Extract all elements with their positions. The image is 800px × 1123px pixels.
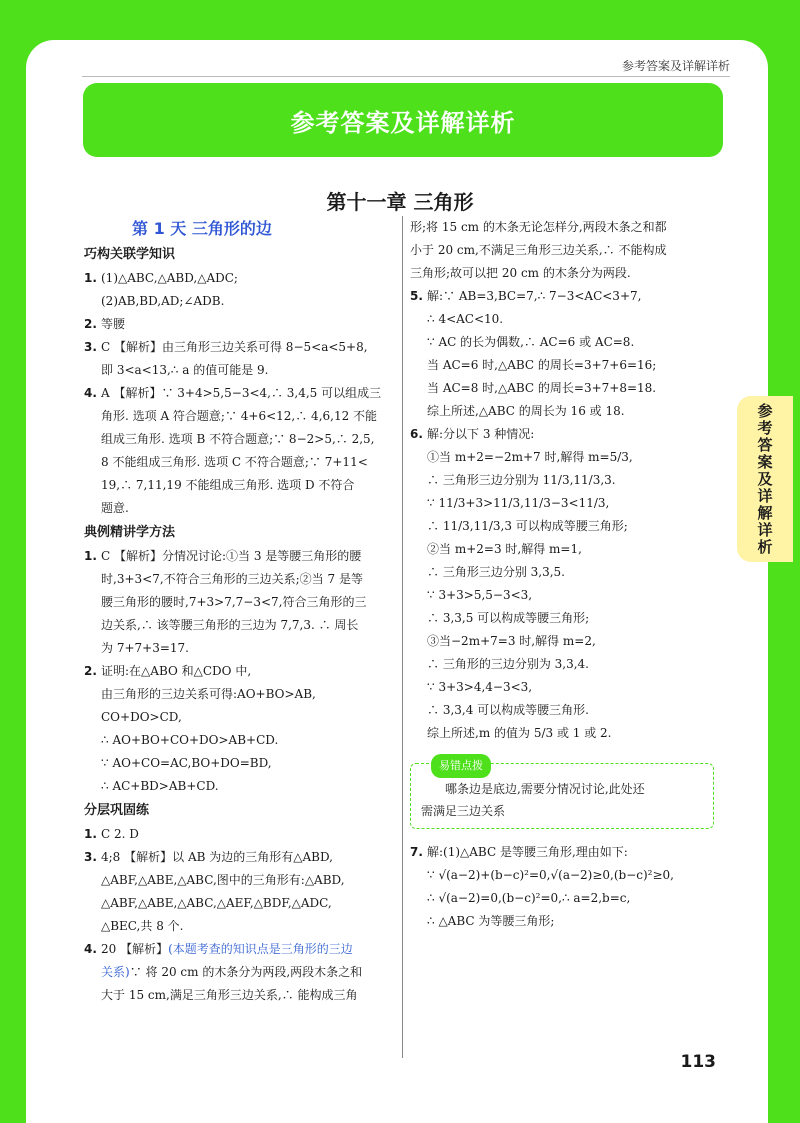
- answer-text: ∵ 将 20 cm 的木条分为两段,两段木条之和: [129, 965, 363, 979]
- answer-line: ∴ 4<AC<10.: [427, 312, 504, 326]
- answer-line: ∵ 3+3>4,4−3<3,: [427, 680, 533, 694]
- item-number: 6.: [410, 427, 423, 441]
- answer-line: ∴ 3,3,4 可以构成等腰三角形.: [427, 703, 589, 717]
- answer-line: 当 AC=6 时,△ABC 的周长=3+7+6=16;: [427, 358, 657, 372]
- section-2-items: [84, 545, 396, 798]
- answer-line: 为 7+7+3=17.: [101, 641, 189, 655]
- answer-line: ①当 m+2=−2m+7 时,解得 m=5/3,: [427, 450, 633, 464]
- answer-line: 组成三角形. 选项 B 不符合题意;∵ 8−2>5,∴ 2,5,: [101, 432, 375, 446]
- answer-line: 4;8 【解析】以 AB 为边的三角形有△ABD,: [101, 850, 333, 864]
- day-title: 第 1 天 三角形的边: [132, 219, 272, 238]
- answer-line: ∵ √(a−2)+(b−c)²=0,√(a−2)≥0,(b−c)²≥0,: [427, 868, 674, 882]
- answer-line: (2)AB,BD,AD;∠ADB.: [101, 294, 225, 308]
- answer-line: ∴ √(a−2)=0,(b−c)²=0,∴ a=2,b=c,: [427, 891, 631, 905]
- answer-line: △BEC,共 8 个.: [101, 919, 184, 933]
- item-number: 3.: [84, 850, 97, 864]
- answer-item: [84, 823, 396, 846]
- answer-line: 由三角形的三边关系可得:AO+BO>AB,: [101, 687, 316, 701]
- item-number: 1.: [84, 827, 97, 841]
- answer-line: ∵ AC 的长为偶数,∴ AC=6 或 AC=8.: [427, 335, 635, 349]
- analysis-highlight: 关系): [101, 965, 130, 979]
- answer-line: 8 不能组成三角形. 选项 C 不符合题意;∵ 7+11<: [101, 455, 368, 469]
- answer-line: 综上所述,m 的值为 5/3 或 1 或 2.: [427, 726, 612, 740]
- answer-line: 角形. 选项 A 符合题意;∵ 4+6<12,∴ 4,6,12 不能: [101, 409, 378, 423]
- tip-box: [410, 759, 714, 829]
- answer-line: 三角形;故可以把 20 cm 的木条分为两段.: [410, 266, 631, 280]
- answer-line: 综上所述,△ABC 的周长为 16 或 18.: [427, 404, 625, 418]
- answer-line: ∴ 三角形三边分别为 11/3,11/3,3.: [427, 473, 616, 487]
- answer-line: 题意.: [101, 501, 129, 515]
- answer-line: 腰三角形的腰时,7+3>7,7−3<7,符合三角形的三: [101, 595, 367, 609]
- answer-line: ∴ 3,3,5 可以构成等腰三角形;: [427, 611, 590, 625]
- analysis-highlight: (本题考查的知识点是三角形的三边: [168, 942, 353, 956]
- item-number: 7.: [410, 845, 423, 859]
- answer-line: ②当 m+2=3 时,解得 m=1,: [427, 542, 582, 556]
- header-rule: [82, 76, 730, 77]
- answer-line: ∴ 11/3,11/3,3 可以构成等腰三角形;: [427, 519, 628, 533]
- answer-line: A 【解析】∵ 3+4>5,5−3<4,∴ 3,4,5 可以组成三: [101, 386, 382, 400]
- answer-line: 当 AC=8 时,△ABC 的周长=3+7+8=18.: [427, 381, 657, 395]
- title-banner: [83, 83, 723, 157]
- answer-line: ∵ 11/3+3>11/3,11/3−3<11/3,: [427, 496, 610, 510]
- answer-line: 形;将 15 cm 的木条无论怎样分,两段木条之和都: [410, 220, 667, 234]
- item-number: 4.: [84, 386, 97, 400]
- answer-line: ∴ △ABC 为等腰三角形;: [427, 914, 555, 928]
- item-number: 1.: [84, 549, 97, 563]
- tip-line: 需满足三边关系: [421, 804, 506, 818]
- answer-line: 时,3+3<7,不符合三角形的三边关系;②当 7 是等: [101, 572, 363, 586]
- section-1-items: [84, 267, 396, 520]
- answer-line: 大于 15 cm,满足三角形三边关系,∴ 能构成三角: [101, 988, 358, 1002]
- continued-text: [410, 216, 726, 285]
- answer-line: 证明:在△ABO 和△CDO 中,: [101, 664, 252, 678]
- item-number: 2.: [84, 664, 97, 678]
- answer-line: 解:∵ AB=3,BC=7,∴ 7−3<AC<3+7,: [427, 289, 642, 303]
- left-column: [84, 216, 396, 1007]
- answer-line: ∴ AC+BD>AB+CD.: [101, 779, 219, 793]
- column-divider: [402, 216, 403, 1058]
- item-number: 1.: [84, 271, 97, 285]
- answer-item: [84, 660, 396, 798]
- section-heading: 分层巩固练: [84, 803, 150, 818]
- item-number: 5.: [410, 289, 423, 303]
- answer-item: [84, 336, 396, 382]
- answer-item: [410, 841, 726, 933]
- banner-title: 参考答案及详解详析: [290, 108, 516, 137]
- tip-line: 哪条边是底边,需要分情况讨论,此处还: [445, 782, 645, 796]
- answer-line: ∵ 3+3>5,5−3<3,: [427, 588, 533, 602]
- answer-line: 小于 20 cm,不满足三角形三边关系,∴ 不能构成: [410, 243, 667, 257]
- answer-line: ∴ 三角形的三边分别为 3,3,4.: [427, 657, 589, 671]
- answer-line: C 【解析】分情况讨论:①当 3 是等腰三角形的腰: [101, 549, 362, 563]
- answer-line: (1)△ABC,△ABD,△ADC;: [101, 271, 238, 285]
- answer-line: 等腰: [101, 317, 126, 331]
- answer-line: 即 3<a<13,∴ a 的值可能是 9.: [101, 363, 269, 377]
- answer-line: [101, 938, 396, 961]
- answer-line: ∵ AO+CO=AC,BO+DO=BD,: [101, 756, 272, 770]
- answer-line: 19,∴ 7,11,19 不能组成三角形. 选项 D 不符合: [101, 478, 355, 492]
- item-number: 2.: [84, 317, 97, 331]
- running-head: 参考答案及详解详析: [621, 59, 730, 73]
- side-tab-label: 参考答案及详解详析: [755, 402, 774, 556]
- item-number: 3.: [84, 340, 97, 354]
- side-tab[interactable]: [737, 396, 793, 562]
- answer-item: [84, 313, 396, 336]
- chapter-title: 第十一章 三角形: [326, 190, 474, 214]
- answer-line: C 【解析】由三角形三边关系可得 8−5<a<5+8,: [101, 340, 368, 354]
- answer-line: [101, 961, 396, 984]
- answer-text: 20 【解析】: [101, 942, 169, 956]
- answer-item: [84, 545, 396, 660]
- answer-item: [84, 938, 396, 1007]
- section-heading: 典例精讲学方法: [84, 525, 176, 540]
- answer-item: [84, 267, 396, 313]
- tip-badge: 易错点拨: [431, 754, 491, 778]
- answer-line: △ABF,△ABE,△ABC,△AEF,△BDF,△ADC,: [101, 896, 332, 910]
- answer-line: 边关系,∴ 该等腰三角形的三边为 7,7,3. ∴ 周长: [101, 618, 359, 632]
- answer-line: ∴ AO+BO+CO+DO>AB+CD.: [101, 733, 279, 747]
- answer-line: ③当−2m+7=3 时,解得 m=2,: [427, 634, 596, 648]
- right-column: [410, 216, 726, 933]
- answer-item: [410, 423, 726, 745]
- answer-line: 解:分以下 3 种情况:: [427, 427, 535, 441]
- answer-line: ∴ 三角形三边分别 3,3,5.: [427, 565, 565, 579]
- item-number: 4.: [84, 942, 97, 956]
- answer-item: [410, 285, 726, 423]
- answer-line: 解:(1)△ABC 是等腰三角形,理由如下:: [427, 845, 628, 859]
- page-number: 113: [680, 1052, 716, 1072]
- answer-line: C 2. D: [101, 827, 139, 841]
- answer-line: △ABF,△ABE,△ABC,图中的三角形有:△ABD,: [101, 873, 345, 887]
- section-heading: 巧构关联学知识: [84, 247, 176, 262]
- answer-line: CO+DO>CD,: [101, 710, 182, 724]
- answer-item: [84, 846, 396, 938]
- answer-item: [84, 382, 396, 520]
- section-3-items: [84, 823, 396, 1007]
